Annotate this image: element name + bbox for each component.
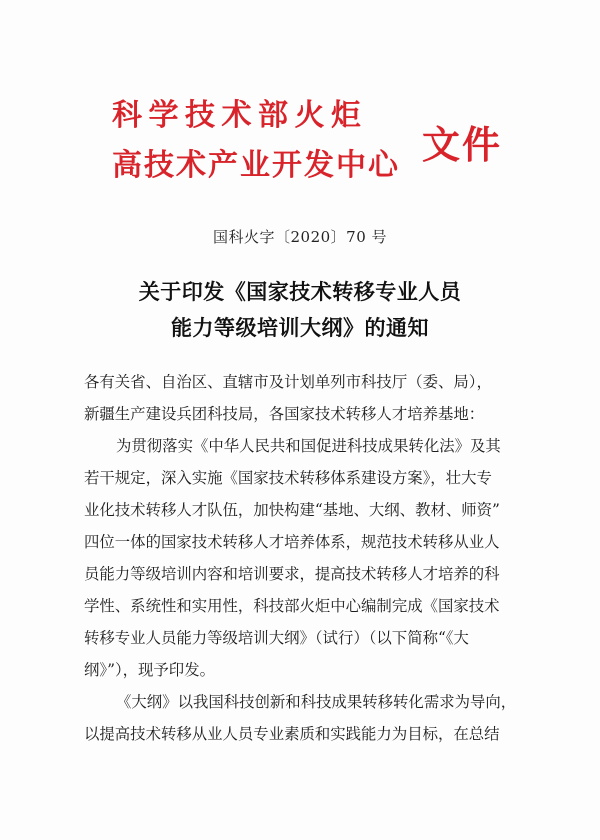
body-text-line: 《大纲》以我国科技创新和科技成果转移转化需求为导向，: [116, 693, 517, 711]
notice-title-line-2: 能力等级培训大纲》的通知: [171, 316, 429, 340]
addressee-line: 新疆生产建设兵团科技局，各国家技术转移人才培养基地：: [84, 405, 485, 423]
body-text-line: 学性、系统性和实用性，科技部火炬中心编制完成《国家技术: [84, 597, 500, 615]
document-number: 国科火字〔2020〕70 号: [212, 228, 388, 246]
document-type-label: 文件: [422, 122, 503, 167]
notice-title-line-1: 关于印发《国家技术转移专业人员: [138, 280, 462, 304]
body-text-line: 四位一体的国家技术转移人才培养体系，规范技术转移从业人: [84, 533, 500, 551]
issuing-org-line-2: 高技术产业开发中心: [112, 148, 400, 183]
notice-body: [84, 366, 544, 750]
body-text-line: 转移专业人员能力等级培训大纲》（试行）（以下简称“《大: [84, 629, 469, 647]
addressee-line: 各有关省、自治区、直辖市及计划单列市科技厅（委、局），: [84, 373, 492, 391]
body-text-line: 以提高技术转移从业人员专业素质和实践能力为目标，在总结: [84, 725, 500, 743]
body-text-line: 纲》”），现予印发。: [84, 661, 215, 679]
document-header: [112, 88, 532, 198]
body-text-line: 若干规定，深入实施《国家技术转移体系建设方案》，壮大专: [84, 469, 492, 487]
body-text-line: 业化技术转移人才队伍，加快构建“基地、大纲、教材、师资”: [84, 501, 500, 519]
body-text-line: 为贯彻落实《中华人民共和国促进科技成果转化法》及其: [116, 437, 501, 455]
issuing-org-line-1: 科学技术部火炬: [112, 98, 368, 133]
body-text-line: 员能力等级培训内容和培训要求，提高技术转移人才培养的科: [84, 565, 500, 583]
